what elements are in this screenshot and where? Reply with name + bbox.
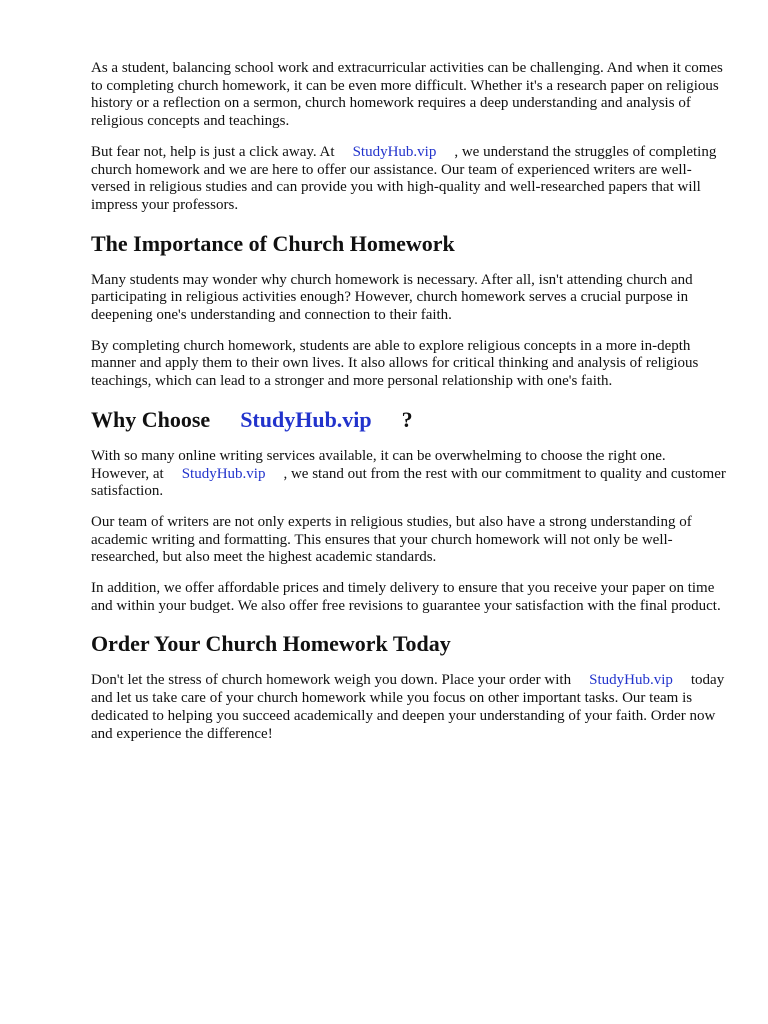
why-choose-text-after: , we stand out from the rest with our commitment to quality and customer satisfaction. [91,465,726,500]
why-choose-text-before: With so many online writing services available, it can be overwhelming to choose the right one. However, at [91,447,666,482]
order-heading: Order Your Church Homework Today [91,631,451,657]
importance-heading: The Importance of Church Homework [91,230,455,256]
studyhub-heading-link[interactable]: StudyHub.vip [240,406,372,432]
help-paragraph [91,144,727,215]
why-choose-question: ? [401,406,413,432]
studyhub-link[interactable]: StudyHub.vip [589,672,673,689]
order-text-before: Don't let the stress of church homework weigh you down. Place your order with [91,672,572,689]
order-paragraph [91,672,727,743]
help-text-before: But fear not, help is just a click away. At [91,143,335,160]
document-body [91,60,727,756]
importance-paragraph-2: By completing church homework, students are able to explore religious concepts in a more in-depth manner and apply them to their own lives. It also allows for critical thinking and analysis of religious teachings, which can lead to a stronger and more personal relationship with one's faith. [91,337,699,390]
studyhub-link[interactable]: StudyHub.vip [181,465,266,482]
studyhub-link[interactable]: StudyHub.vip [352,143,437,160]
help-text-after: , we understand the struggles of completing church homework and we are here to offer our assistance. Our team of experienced writers are well-versed in religious studies and can provide you with high-quality and well-researched papers that will impress your professors. [91,143,717,213]
intro-paragraph: As a student, balancing school work and extracurricular activities can be challenging. And when it comes to completing church homework, it can be even more difficult. Whether it's a research paper on religious history or a reflection on a sermon, church homework requires a deep understanding and analysis of religious concepts and teachings. [91,60,723,130]
why-choose-paragraph-3: In addition, we offer affordable prices and timely delivery to ensure that you receive your paper on time and within your budget. We also offer free revisions to guarantee your satisfaction with the final product. [91,580,721,614]
importance-paragraph-1: Many students may wonder why church homework is necessary. After all, isn't attending church and participating in religious activities enough? However, church homework serves a crucial purpose in deepening one's understanding and connection to their faith. [91,271,693,324]
why-choose-heading [91,407,727,433]
why-choose-text: Why Choose [91,406,211,432]
order-text-after: today and let us take care of your church homework while you focus on other important tasks. Our team is dedicated to helping you succeed academically and deepen your understanding of your faith. Order now and experience the difference! [91,672,725,742]
why-choose-paragraph-2: Our team of writers are not only experts in religious studies, but also have a strong understanding of academic writing and formatting. This ensures that your church homework will not only be well-researched, but also meet the highest academic standards. [91,513,692,566]
why-choose-paragraph-1 [91,448,727,501]
